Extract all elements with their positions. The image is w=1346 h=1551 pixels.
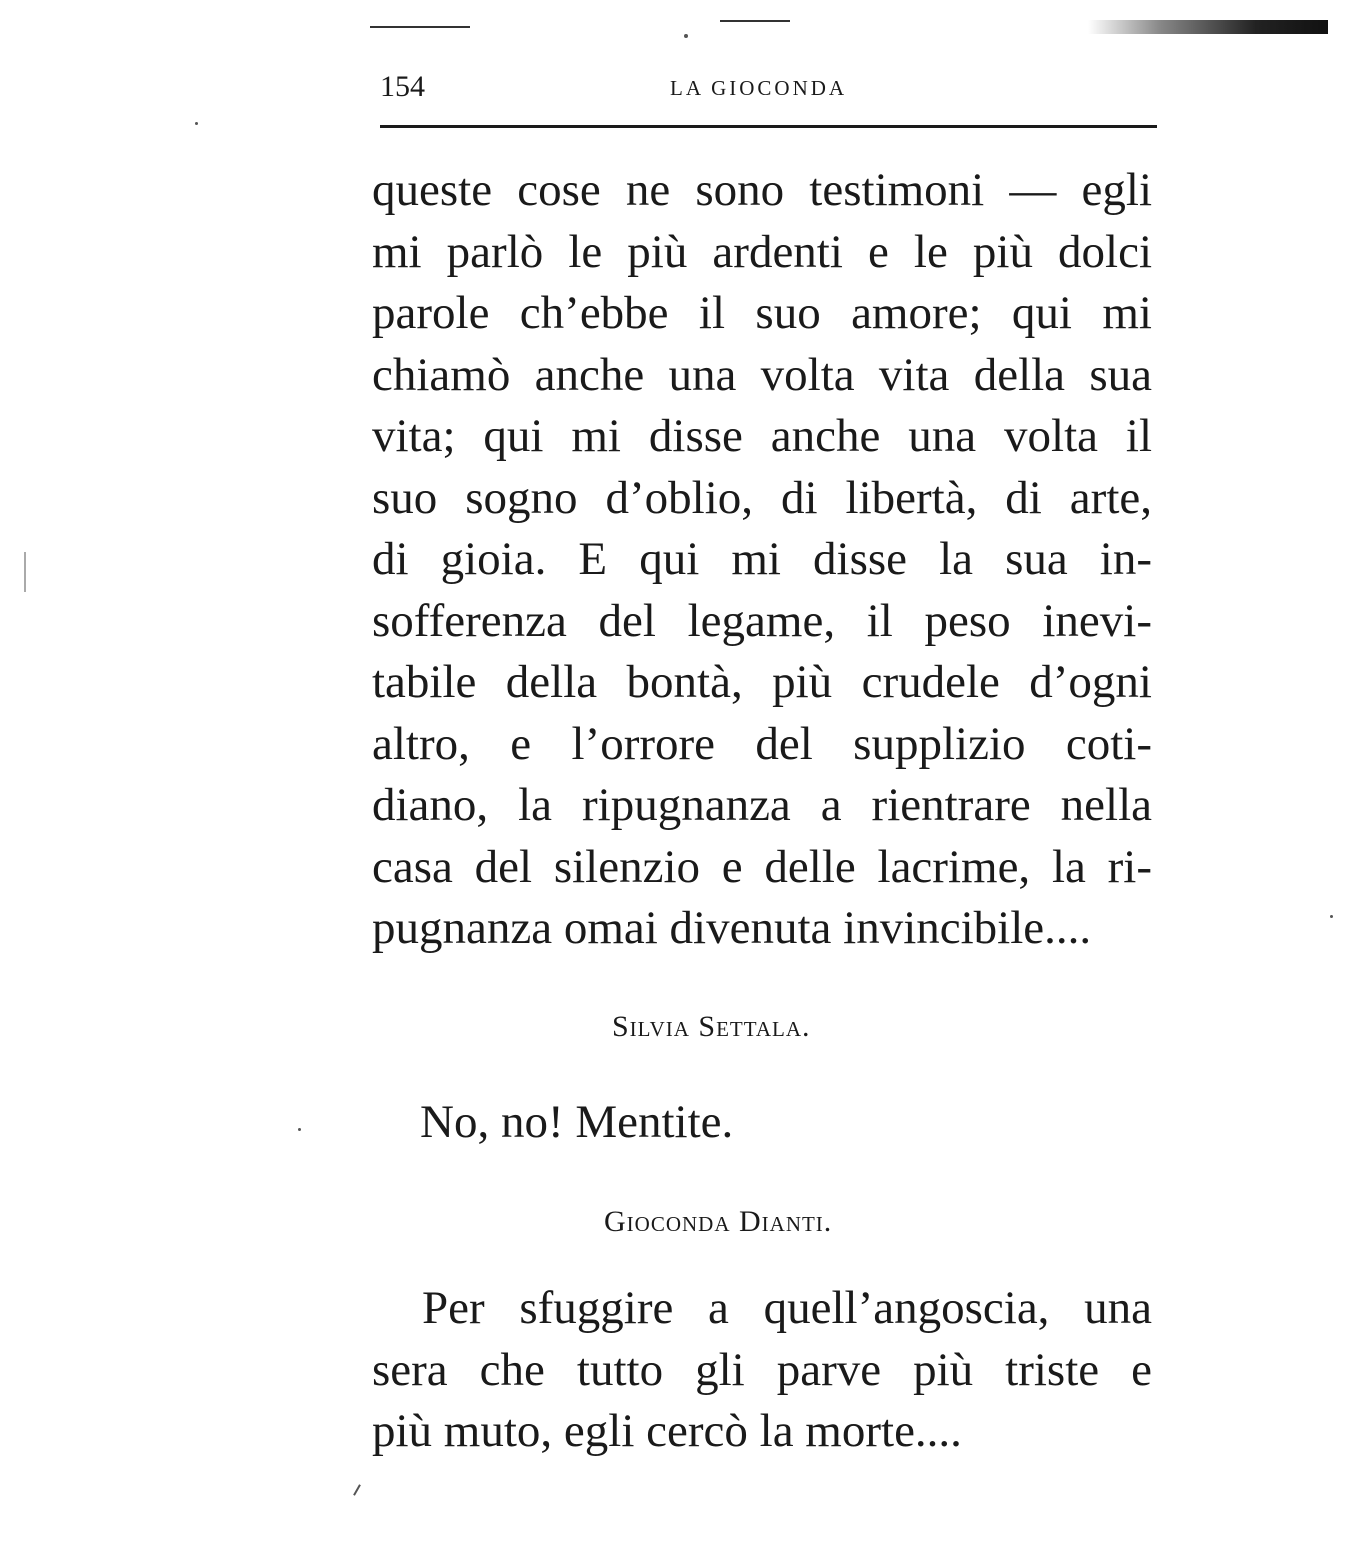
scan-edge-shadow (1088, 20, 1328, 34)
scan-edge-line (370, 26, 470, 28)
scan-speck (1330, 915, 1333, 918)
text-line: di gioia. E qui mi disse la sua in- (372, 533, 1152, 585)
paragraph-2 (372, 1278, 1152, 1463)
text-line: casa del silenzio e delle lacrime, la ri- (372, 840, 1152, 893)
text-line: parole ch’ebbe il suo amore; qui mi (372, 287, 1152, 339)
text-line: mi parlò le più ardenti e le più dolci (372, 225, 1152, 278)
scan-speck (195, 122, 198, 125)
running-title: LA GIOCONDA (670, 76, 848, 100)
text-line: Per sfuggire a quell’angoscia, una (422, 1282, 1152, 1334)
speaker-name: Silvia Settala. (612, 1010, 811, 1043)
header-rule (380, 125, 1157, 128)
page-header (380, 62, 1157, 112)
speech-line: No, no! Mentite. (420, 1096, 734, 1148)
scan-speck (298, 1128, 301, 1131)
speaker-name: Gioconda Dianti. (604, 1205, 833, 1238)
text-line: vita; qui mi disse anche una volta il (372, 410, 1152, 462)
page-number: 154 (380, 70, 425, 103)
text-line: suo sogno d’oblio, di libertà, di arte, (372, 471, 1152, 524)
scan-speck (24, 552, 26, 592)
paragraph-1 (372, 160, 1152, 960)
scan-edge-line (720, 20, 790, 22)
text-line: queste cose ne sono testimoni — egli (372, 164, 1152, 216)
text-line: altro, e l’orrore del supplizio coti- (372, 717, 1152, 770)
text-line: chiamò anche una volta vita della sua (372, 348, 1152, 401)
text-line: sera che tutto gli parve più triste e (372, 1343, 1152, 1396)
text-line: tabile della bontà, più crudele d’ogni (372, 656, 1152, 708)
scan-speck (684, 34, 688, 38)
text-line: pugnanza omai divenuta invincibile.... (372, 902, 1092, 954)
text-line: diano, la ripugnanza a rientrare nella (372, 779, 1152, 831)
text-line: più muto, egli cercò la morte.... (372, 1405, 962, 1457)
text-line: sofferenza del legame, il peso inevi- (372, 594, 1152, 647)
scan-speck (353, 1484, 361, 1495)
